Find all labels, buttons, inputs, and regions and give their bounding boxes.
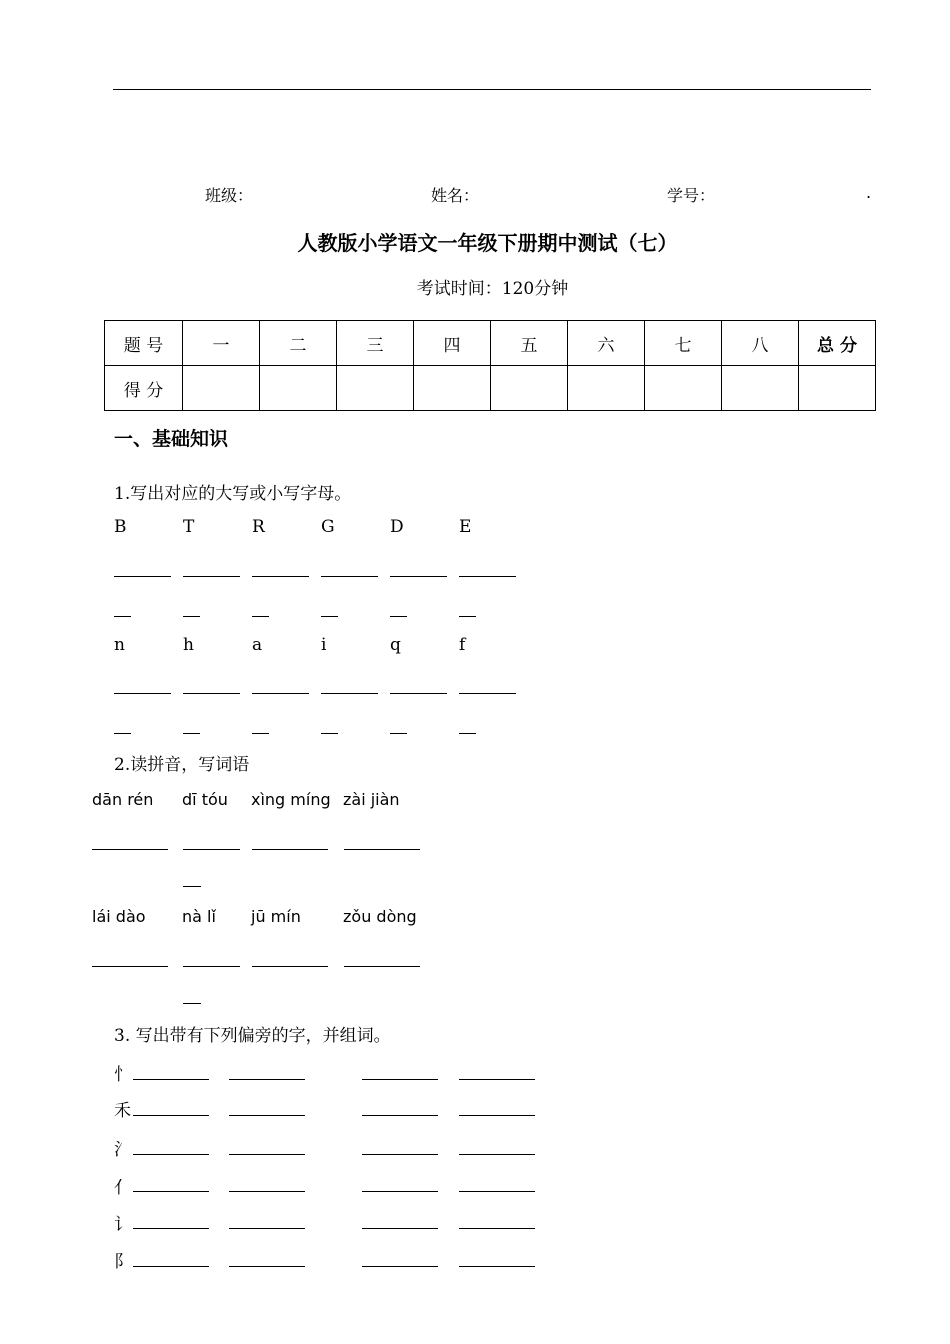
score-input-cell[interactable] [799, 366, 876, 411]
answer-blank[interactable] [252, 576, 309, 577]
table-cell: 总 分 [799, 321, 876, 366]
answer-blank[interactable] [133, 1079, 209, 1080]
answer-blank[interactable] [133, 1115, 209, 1116]
table-cell: 八 [722, 321, 799, 366]
page-title: 人教版小学语文一年级下册期中测试（七） [297, 231, 678, 255]
answer-blank[interactable] [229, 1266, 305, 1267]
table-cell: 一 [183, 321, 260, 366]
score-input-cell[interactable] [337, 366, 414, 411]
answer-blank[interactable] [459, 1115, 535, 1116]
table-cell: 六 [568, 321, 645, 366]
answer-blank[interactable] [344, 966, 420, 967]
question-3-prompt: 3. 写出带有下列偏旁的字，并组词。 [114, 1026, 391, 1046]
pinyin: lái dào [92, 907, 146, 926]
letter: G [321, 517, 335, 537]
score-input-cell[interactable] [414, 366, 491, 411]
answer-blank-tail [390, 733, 407, 734]
answer-blank[interactable] [114, 693, 171, 694]
answer-blank[interactable] [229, 1191, 305, 1192]
table-cell: 题 号 [105, 321, 183, 366]
table-cell: 五 [491, 321, 568, 366]
pinyin: nà lǐ [182, 907, 216, 926]
answer-blank[interactable] [229, 1154, 305, 1155]
score-input-cell[interactable] [260, 366, 337, 411]
answer-blank[interactable] [183, 966, 240, 967]
table-cell: 二 [260, 321, 337, 366]
score-input-cell[interactable] [722, 366, 799, 411]
letter: i [321, 635, 327, 655]
answer-blank[interactable] [459, 1266, 535, 1267]
score-input-cell[interactable] [645, 366, 722, 411]
answer-blank[interactable] [459, 576, 516, 577]
table-cell: 三 [337, 321, 414, 366]
answer-blank-tail [114, 733, 131, 734]
end-dot: . [866, 183, 872, 202]
answer-blank-tail [321, 733, 338, 734]
question-2-prompt: 2.读拼音，写词语 [114, 755, 250, 775]
radical: 禾 [114, 1101, 131, 1121]
letter: B [114, 517, 127, 537]
answer-blank[interactable] [252, 966, 328, 967]
answer-blank[interactable] [229, 1228, 305, 1229]
table-cell: 得 分 [105, 366, 183, 411]
answer-blank[interactable] [252, 849, 328, 850]
answer-blank[interactable] [183, 849, 240, 850]
answer-blank-tail [390, 616, 407, 617]
answer-blank[interactable] [133, 1266, 209, 1267]
letter: T [183, 517, 195, 537]
answer-blank[interactable] [459, 693, 516, 694]
answer-blank[interactable] [114, 576, 171, 577]
answer-blank-tail [183, 886, 201, 887]
letter: E [459, 517, 472, 537]
radical: 亻 [114, 1178, 131, 1198]
answer-blank[interactable] [362, 1115, 438, 1116]
radical: 氵 [114, 1140, 131, 1160]
table-row [105, 321, 876, 366]
pinyin: dī tóu [182, 790, 228, 809]
answer-blank[interactable] [133, 1154, 209, 1155]
answer-blank[interactable] [92, 966, 168, 967]
letter: q [390, 635, 401, 655]
pinyin: jū mín [251, 907, 301, 926]
radical: 阝 [114, 1252, 131, 1272]
answer-blank-tail [183, 1003, 201, 1004]
answer-blank-tail [252, 616, 269, 617]
answer-blank[interactable] [390, 693, 447, 694]
answer-blank[interactable] [252, 693, 309, 694]
answer-blank[interactable] [362, 1191, 438, 1192]
letter: a [252, 635, 263, 655]
score-table [104, 320, 876, 411]
answer-blank[interactable] [344, 849, 420, 850]
answer-blank[interactable] [362, 1266, 438, 1267]
answer-blank-tail [459, 616, 476, 617]
answer-blank-tail [459, 733, 476, 734]
answer-blank[interactable] [133, 1191, 209, 1192]
letter: R [252, 517, 265, 537]
pinyin: xìng míng [251, 790, 331, 809]
answer-blank[interactable] [362, 1079, 438, 1080]
radical: 讠 [114, 1215, 131, 1235]
table-cell: 四 [414, 321, 491, 366]
answer-blank[interactable] [133, 1228, 209, 1229]
score-input-cell[interactable] [568, 366, 645, 411]
answer-blank[interactable] [183, 693, 240, 694]
letter: n [114, 635, 125, 655]
answer-blank-tail [183, 733, 200, 734]
answer-blank[interactable] [459, 1228, 535, 1229]
answer-blank[interactable] [459, 1154, 535, 1155]
letter: h [183, 635, 194, 655]
table-cell: 七 [645, 321, 722, 366]
letter: D [390, 517, 404, 537]
pinyin: zài jiàn [343, 790, 400, 809]
header-rule [113, 89, 871, 90]
answer-blank-tail [321, 616, 338, 617]
answer-blank[interactable] [459, 1191, 535, 1192]
answer-blank[interactable] [459, 1079, 535, 1080]
section-heading: 一、基础知识 [114, 428, 229, 450]
answer-blank[interactable] [390, 576, 447, 577]
pinyin: dān rén [92, 790, 154, 809]
question-1-prompt: 1.写出对应的大写或小写字母。 [114, 484, 352, 504]
answer-blank[interactable] [362, 1228, 438, 1229]
answer-blank[interactable] [183, 576, 240, 577]
name-label: 姓名： [431, 186, 480, 205]
table-row [105, 366, 876, 411]
student-id-label: 学号： [667, 186, 716, 205]
answer-blank-tail [183, 616, 200, 617]
score-input-cell[interactable] [491, 366, 568, 411]
letter: f [459, 635, 466, 655]
answer-blank[interactable] [229, 1115, 305, 1116]
answer-blank[interactable] [321, 693, 378, 694]
pinyin: zǒu dòng [343, 907, 417, 926]
answer-blank[interactable] [92, 849, 168, 850]
class-label: 班级： [205, 186, 254, 205]
score-input-cell[interactable] [183, 366, 260, 411]
answer-blank[interactable] [362, 1154, 438, 1155]
answer-blank-tail [252, 733, 269, 734]
answer-blank-tail [114, 616, 131, 617]
exam-time: 考试时间：120分钟 [416, 279, 569, 299]
answer-blank[interactable] [321, 576, 378, 577]
answer-blank[interactable] [229, 1079, 305, 1080]
radical: 忄 [114, 1065, 131, 1085]
